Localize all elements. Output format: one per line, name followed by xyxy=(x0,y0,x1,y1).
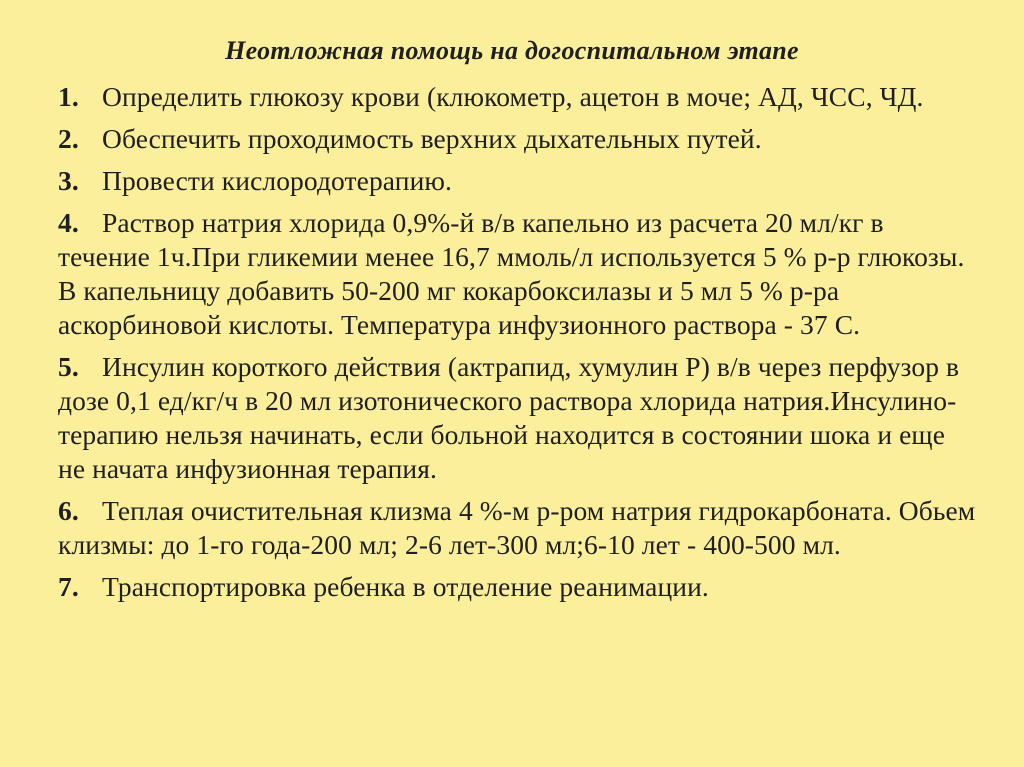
item-number: 4. xyxy=(58,207,79,238)
slide-title: Неотложная помощь на догоспитальном этапе xyxy=(225,36,799,65)
steps-list xyxy=(58,80,978,612)
item-text: Провести кислородотерапию. xyxy=(102,165,453,196)
list-item xyxy=(58,350,978,486)
list-item xyxy=(58,494,978,562)
list-item xyxy=(58,570,978,604)
item-text: Теплая очистительная клизма 4 %-м р-ром натрия гидрокарбоната. Обьем клизмы: до 1-го года-200 мл; 2-6 лет-300 мл;6-10 лет - 400-500 мл. xyxy=(58,495,976,560)
item-text: Обеспечить проходимость верхних дыхательных путей. xyxy=(102,123,762,154)
item-number: 7. xyxy=(58,571,79,602)
item-text: Раствор натрия хлорида 0,9%-й в/в капельно из расчета 20 мл/кг в течение 1ч.При гликемии менее 16,7 ммоль/л используется 5 % р-р глюкозы. В капельницу добавить 50-200 мг кокарбоксилазы и 5 мл 5 % р-ра аскорбиновой кислоты. Температура инфузионного раствора - 37 С. xyxy=(58,207,965,340)
list-item xyxy=(58,164,978,198)
item-number: 1. xyxy=(58,81,79,112)
item-number: 5. xyxy=(58,351,79,382)
list-item xyxy=(58,122,978,156)
item-text: Транспортировка ребенка в отделение реанимации. xyxy=(102,571,709,602)
item-text: Определить глюкозу крови (клюкометр, ацетон в моче; АД, ЧСС, ЧД. xyxy=(102,81,924,112)
list-item xyxy=(58,206,978,342)
item-text: Инсулин короткого действия (актрапид, хумулин Р) в/в через перфузор в дозе 0,1 ед/кг/ч в 20 мл изотонического раствора хлорида натрия.Инсулино- терапию нельзя начинать, если больной находится в состоянии шока и еще не начата инфузионная терапия. xyxy=(58,351,960,484)
item-number: 6. xyxy=(58,495,79,526)
item-number: 3. xyxy=(58,165,79,196)
item-number: 2. xyxy=(58,123,79,154)
list-item xyxy=(58,80,978,114)
